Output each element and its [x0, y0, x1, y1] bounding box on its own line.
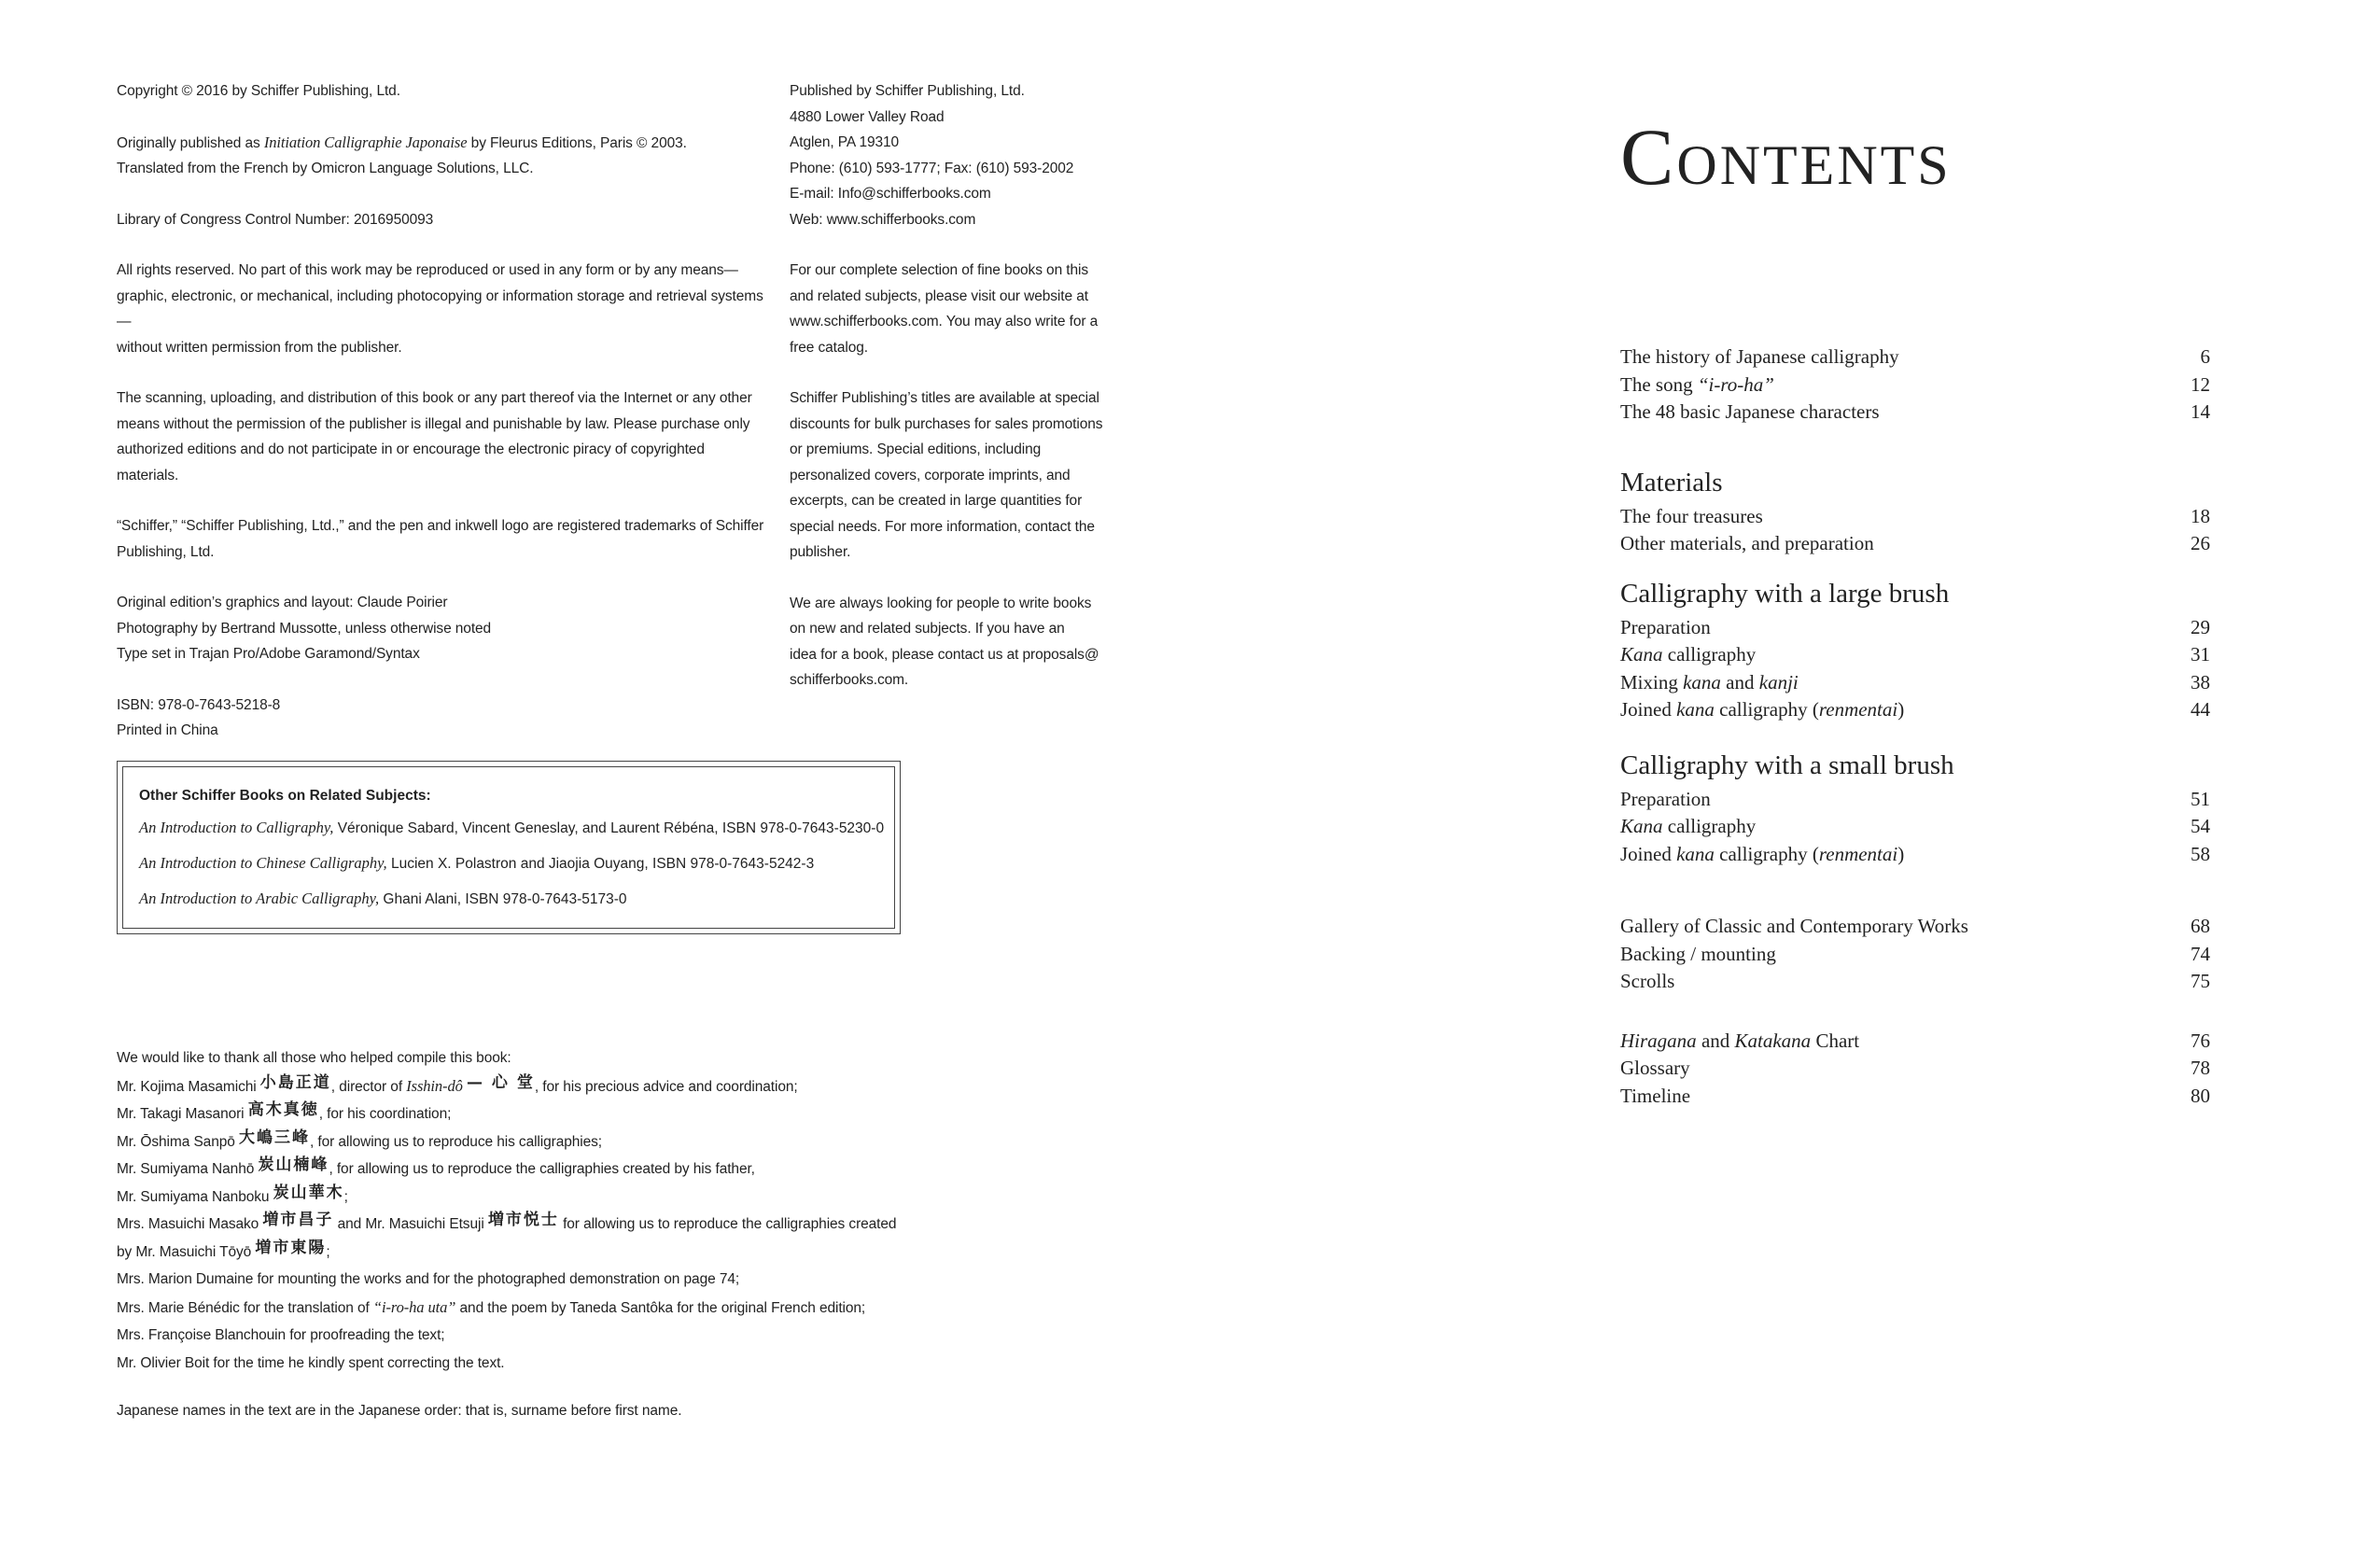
- toc-entry: [1620, 1083, 2210, 1111]
- paragraph-gap: [117, 667, 770, 693]
- japanese-name: 炭山楠峰: [258, 1156, 329, 1174]
- toc-page-number: 51: [2191, 787, 2210, 810]
- toc-group: [1620, 913, 2210, 996]
- paragraph-gap: [790, 232, 1107, 258]
- toc-entry: [1620, 530, 2210, 558]
- toc-entry-label: Joined kana calligraphy (renmentai): [1620, 842, 1905, 865]
- copyright-line: Translated from the French by Omicron Language Solutions, LLC.: [117, 161, 534, 176]
- toc-page-number: 38: [2191, 670, 2210, 693]
- italic-text: “i-ro-ha uta”: [372, 1297, 456, 1316]
- toc-page-number: 78: [2191, 1057, 2210, 1079]
- toc-entry: [1620, 343, 2210, 371]
- italic-text: An Introduction to Chinese Calligraphy,: [139, 854, 387, 872]
- italic-text: An Introduction to Arabic Calligraphy,: [139, 890, 380, 907]
- paragraph-gap: [117, 182, 770, 207]
- copyright-line: Library of Congress Control Number: 2016950093: [117, 211, 434, 228]
- toc-page-number: 31: [2191, 643, 2210, 665]
- copyright-line: without written permission from the publisher.: [117, 339, 402, 356]
- toc-entry: [1620, 696, 2210, 724]
- toc-entry-label: The history of Japanese calligraphy: [1620, 345, 1899, 368]
- toc-section-title: Materials: [1620, 467, 1723, 497]
- publisher-line: www.schifferbooks.com. You may also write for a: [790, 314, 1099, 329]
- related-books-list: [139, 782, 884, 917]
- publisher-info-block: [790, 78, 1107, 693]
- italic-text: renmentai: [1818, 842, 1898, 865]
- related-book-item: An Introduction to Chinese Calligraphy, Lucien X. Polastron and Jiaojia Ouyang, ISBN 978-0-7643-5242-3: [139, 854, 815, 872]
- toc-entry: [1620, 503, 2210, 531]
- toc-entry: [1620, 1028, 2210, 1056]
- thanks-line: Mr. Sumiyama Nanboku 炭山華木;: [117, 1183, 348, 1205]
- toc-entry-label: Hiragana and Katakana Chart: [1620, 1029, 1860, 1052]
- toc-entry-label: Timeline: [1620, 1084, 1691, 1107]
- toc-page-number: 6: [2200, 345, 2210, 368]
- toc-page-number: 76: [2191, 1029, 2210, 1052]
- thanks-line: Mrs. Masuichi Masako 増市昌子 and Mr. Masuichi Etsuji 増市悦士 for allowing us to reproduce the calligraphies created: [117, 1211, 897, 1232]
- toc-entry-label: Mixing kana and kanji: [1620, 670, 1799, 693]
- italic-text: “i-ro-ha”: [1697, 372, 1774, 396]
- publisher-line: personalized covers, corporate imprints, and: [790, 467, 1071, 483]
- publisher-line: free catalog.: [790, 339, 869, 356]
- publisher-line: or premiums. Special editions, including: [790, 441, 1042, 457]
- contents-heading: Contents: [1620, 112, 1952, 202]
- toc-entry-label: Scrolls: [1620, 970, 1675, 992]
- toc-page-number: 74: [2191, 942, 2210, 965]
- toc-entry-label: Preparation: [1620, 615, 1711, 638]
- toc-entry-label: Backing / mounting: [1620, 942, 1776, 965]
- japanese-name: 大嶋三峰: [238, 1128, 310, 1147]
- italic-text: Katakana: [1734, 1029, 1812, 1052]
- japanese-name: 小島正道: [259, 1072, 331, 1092]
- toc-entry-label: Joined kana calligraphy (renmentai): [1620, 698, 1905, 721]
- japanese-name: 増市東陽: [255, 1238, 327, 1257]
- publisher-line: Web: www.schifferbooks.com: [790, 211, 976, 228]
- related-books-title: Other Schiffer Books on Related Subjects:: [139, 788, 431, 804]
- toc-entry: [1620, 614, 2210, 642]
- toc-entry: [1620, 641, 2210, 669]
- publisher-line: publisher.: [790, 544, 851, 560]
- publisher-line: Schiffer Publishing’s titles are available at special: [790, 390, 1099, 406]
- thanks-line: by Mr. Masuichi Tōyō 増市東陽;: [117, 1238, 330, 1260]
- paragraph-gap: [117, 565, 770, 590]
- toc-entry-label: Glossary: [1620, 1057, 1690, 1079]
- thanks-line: Japanese names in the text are in the Japanese order: that is, surname before first name.: [117, 1403, 682, 1419]
- toc-entry-label: The four treasures: [1620, 504, 1763, 527]
- toc-page-number: 26: [2191, 532, 2210, 554]
- publisher-line: special needs. For more information, contact the: [790, 518, 1095, 535]
- toc-page-number: 14: [2191, 400, 2210, 423]
- italic-text: An Introduction to Calligraphy,: [139, 819, 334, 836]
- paragraph-gap: [117, 360, 770, 385]
- italic-text: Kana: [1620, 643, 1663, 665]
- publisher-line: idea for a book, please contact us at proposals@: [790, 646, 1099, 663]
- toc-entry: [1620, 669, 2210, 697]
- paragraph-gap: [117, 232, 770, 258]
- copyright-line: Photography by Bertrand Mussotte, unless otherwise noted: [117, 620, 492, 637]
- toc-group: [1620, 575, 2210, 724]
- thanks-line: Mrs. Marie Bénédic for the translation of “i-ro-ha uta” and the poem by Taneda Santôka for the original French edition;: [117, 1297, 866, 1316]
- toc-page-number: 29: [2191, 615, 2210, 638]
- copyright-line: Originally published as Initiation Calligraphie Japonaise by Fleurus Editions, Paris © 2003.: [117, 133, 687, 151]
- toc-page-number: 12: [2191, 372, 2210, 396]
- italic-text: Initiation Calligraphie Japonaise: [263, 133, 468, 151]
- copyright-line: All rights reserved. No part of this work may be reproduced or used in any form or by any means—: [117, 262, 738, 278]
- copyright-line: The scanning, uploading, and distribution of this book or any part thereof via the Internet or any other: [117, 390, 752, 406]
- thanks-line: Mrs. Marion Dumaine for mounting the works and for the photographed demonstration on page 74;: [117, 1271, 740, 1287]
- publisher-line: We are always looking for people to write books: [790, 595, 1092, 611]
- thanks-line: We would like to thank all those who helped compile this book:: [117, 1050, 511, 1066]
- japanese-name: — 心 堂: [466, 1072, 535, 1092]
- paragraph-gap: [117, 1377, 1050, 1397]
- copyright-line: graphic, electronic, or mechanical, including photocopying or information storage and retrieval systems—: [117, 287, 763, 329]
- japanese-name: 高木真徳: [247, 1100, 319, 1119]
- toc-entry: [1620, 371, 2210, 399]
- copyright-line: Original edition’s graphics and layout: Claude Poirier: [117, 595, 448, 610]
- toc-entry: [1620, 968, 2210, 996]
- thanks-line: Mrs. Françoise Blanchouin for proofreading the text;: [117, 1327, 445, 1343]
- toc-page-number: 44: [2191, 698, 2210, 721]
- publisher-line: 4880 Lower Valley Road: [790, 108, 945, 125]
- toc-group: [1620, 464, 2210, 558]
- toc-entry-label: The song “i-ro-ha”: [1620, 372, 1774, 396]
- copyright-line: Type set in Trajan Pro/Adobe Garamond/Syntax: [117, 646, 420, 662]
- toc-group: [1620, 343, 2210, 427]
- toc-entry-label: Kana calligraphy: [1620, 815, 1757, 837]
- thanks-line: Mr. Kojima Masamichi 小島正道, director of Isshin-dô — 心 堂, for his precious advice and coordination;: [117, 1072, 798, 1095]
- thanks-line: Mr. Ōshima Sanpō 大嶋三峰, for allowing us to reproduce his calligraphies;: [117, 1128, 602, 1150]
- copyright-line: Copyright © 2016 by Schiffer Publishing, Ltd.: [117, 83, 400, 99]
- italic-text: kanji: [1758, 670, 1799, 693]
- publisher-line: schifferbooks.com.: [790, 672, 909, 688]
- japanese-name: 炭山華木: [273, 1183, 344, 1202]
- toc-entry: [1620, 941, 2210, 969]
- toc-entry: [1620, 813, 2210, 841]
- publisher-line: E-mail: Info@schifferbooks.com: [790, 186, 991, 202]
- italic-text: Hiragana: [1620, 1029, 1697, 1052]
- paragraph-gap: [117, 105, 770, 130]
- toc-page-number: 18: [2191, 504, 2210, 527]
- copyright-line: means without the permission of the publisher is illegal and punishable by law. Please purchase only: [117, 415, 750, 432]
- toc-page-number: 54: [2191, 815, 2210, 837]
- italic-text: renmentai: [1818, 698, 1898, 721]
- related-book-item: An Introduction to Calligraphy, Véronique Sabard, Vincent Geneslay, and Laurent Rébéna, ISBN 978-0-7643-5230-0: [139, 819, 885, 836]
- publisher-line: excerpts, can be created in large quantities for: [790, 493, 1083, 509]
- italic-text: kana: [1676, 698, 1715, 721]
- toc-entry: [1620, 1055, 2210, 1083]
- publisher-line: For our complete selection of fine books on this: [790, 262, 1089, 278]
- japanese-name: 増市悦士: [487, 1211, 559, 1229]
- toc-page-number: 80: [2191, 1084, 2210, 1107]
- italic-text: kana: [1683, 670, 1721, 693]
- toc-entry-label: Gallery of Classic and Contemporary Works: [1620, 915, 1968, 937]
- toc-page-number: 68: [2191, 915, 2210, 937]
- italic-text: Kana: [1620, 815, 1663, 837]
- copyright-line: ISBN: 978-0-7643-5218-8: [117, 696, 281, 713]
- publisher-line: discounts for bulk purchases for sales promotions: [790, 415, 1103, 432]
- paragraph-gap: [790, 360, 1107, 385]
- paragraph-gap: [117, 488, 770, 513]
- toc-section-title: Calligraphy with a small brush: [1620, 749, 1954, 780]
- paragraph-gap: [790, 566, 1107, 591]
- toc-entry-label: Other materials, and preparation: [1620, 532, 1874, 554]
- toc-entry-label: The 48 basic Japanese characters: [1620, 400, 1880, 423]
- copyright-line: Printed in China: [117, 722, 218, 738]
- toc-page-number: 58: [2191, 842, 2210, 865]
- italic-text: kana: [1676, 842, 1715, 865]
- toc-entry: [1620, 786, 2210, 814]
- thanks-line: Mr. Sumiyama Nanhō 炭山楠峰, for allowing us to reproduce the calligraphies created by his father,: [117, 1156, 755, 1177]
- publisher-line: Published by Schiffer Publishing, Ltd.: [790, 83, 1025, 99]
- japanese-name: 増市昌子: [262, 1211, 334, 1229]
- publisher-line: Phone: (610) 593-1777; Fax: (610) 593-2002: [790, 160, 1074, 176]
- toc-entry-label: Kana calligraphy: [1620, 643, 1757, 665]
- publisher-line: on new and related subjects. If you have an: [790, 621, 1065, 637]
- italic-text: Isshin-dô: [406, 1076, 463, 1095]
- toc-group: [1620, 747, 2210, 869]
- publisher-line: and related subjects, please visit our website at: [790, 287, 1088, 304]
- related-book-item: An Introduction to Arabic Calligraphy, Ghani Alani, ISBN 978-0-7643-5173-0: [139, 890, 627, 907]
- copyright-line: Publishing, Ltd.: [117, 543, 215, 560]
- thanks-line: Mr. Takagi Masanori 高木真徳, for his coordination;: [117, 1100, 452, 1122]
- copyright-line: authorized editions and do not participate in or encourage the electronic piracy of copyrighted materials.: [117, 441, 705, 483]
- toc-page-number: 75: [2191, 970, 2210, 992]
- toc-entry: [1620, 841, 2210, 869]
- copyright-line: “Schiffer,” “Schiffer Publishing, Ltd.,” and the pen and inkwell logo are registered trademarks of Schiffer: [117, 518, 764, 534]
- table-of-contents: [1620, 343, 2210, 1110]
- related-books-box: [117, 761, 901, 934]
- toc-entry: [1620, 913, 2210, 941]
- toc-section-title: Calligraphy with a large brush: [1620, 578, 1950, 609]
- acknowledgements-block: [117, 1044, 1050, 1425]
- thanks-line: Mr. Olivier Boit for the time he kindly spent correcting the text.: [117, 1354, 505, 1371]
- toc-entry-label: Preparation: [1620, 787, 1711, 810]
- publisher-line: Atglen, PA 19310: [790, 134, 900, 150]
- toc-entry: [1620, 399, 2210, 427]
- toc-group: [1620, 1028, 2210, 1111]
- copyright-block: [117, 78, 770, 744]
